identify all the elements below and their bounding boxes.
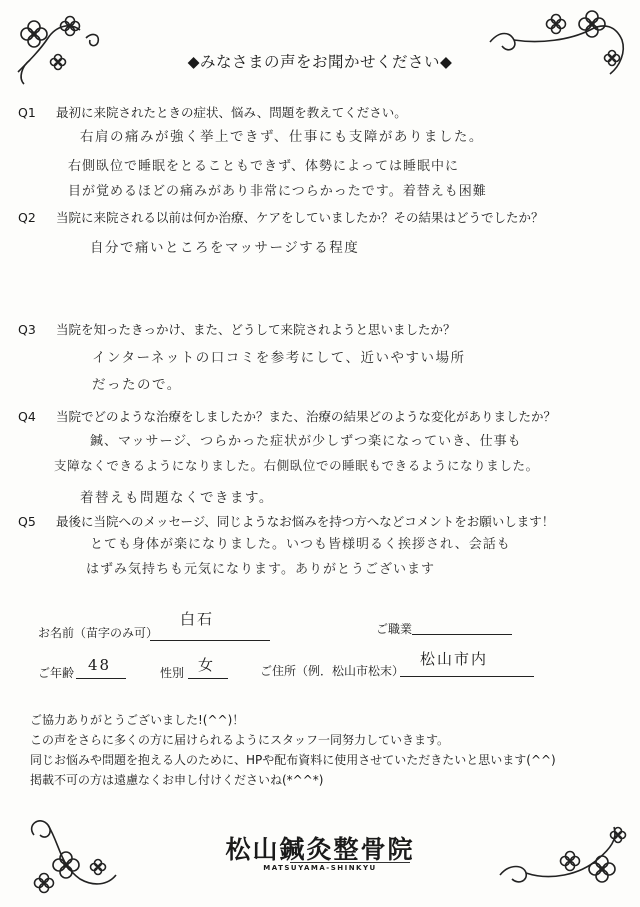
- answer-q1-line-1: 右肩の痛みが強く挙上できず、仕事にも支障がありました。: [80, 129, 484, 145]
- answer-q4-line-3: 着替えも問題なくできます。: [80, 490, 274, 506]
- answer-q4-line-1: 鍼、マッサージ、つらかった症状が少しずつ楽になっていき、仕事も: [90, 434, 522, 449]
- answer-q5-line-1: とても身体が楽になりました。いつも皆様明るく挨拶され、会話も: [90, 537, 511, 552]
- question-q2: [18, 208, 544, 226]
- question-text: 最初に来院されたときの症状、悩み、問題を教えてください。: [56, 105, 407, 120]
- answer-q3-line-1: インターネットの口コミを参考にして、近いやすい場所: [92, 350, 466, 366]
- page-title: ◆みなさまの声をお聞かせください◆: [187, 53, 453, 71]
- age-value: 48: [88, 656, 112, 674]
- name-value: 白石: [180, 610, 215, 628]
- closing-line-4: 掲載不可の方は遠慮なくお申し付けくださいね(*^^*): [30, 773, 324, 787]
- logo-divider: [290, 862, 410, 863]
- age-label: ご年齢: [38, 666, 75, 680]
- answer-q1-line-3: 目が覚めるほどの痛みがあり非常につらかったです。着替えも困難: [68, 184, 487, 199]
- question-number: Q2: [18, 210, 36, 225]
- flower-ornament-top-right-icon: [480, 0, 640, 90]
- closing-line-1: ご協力ありがとうございました!(^^)！: [30, 713, 245, 727]
- question-text: 最後に当院へのメッセージ、同じようなお悩みを持つ方へなどコメントをお願いします！: [56, 514, 555, 529]
- answer-q4-line-2: 支障なくできるようになりました。右側臥位での睡眠もできるようになりました。: [54, 458, 539, 473]
- question-number: Q3: [18, 322, 36, 337]
- question-text: 当院でどのような治療をしましたか？また、治療の結果どのような変化がありましたか？: [56, 409, 557, 424]
- answer-q1-line-2: 右側臥位で睡眠をとることもできず、体勢によっては睡眠中に: [68, 159, 459, 174]
- question-number: Q4: [18, 409, 36, 424]
- question-q5: [18, 512, 554, 530]
- flower-ornament-top-left-icon: [0, 0, 140, 90]
- question-number: Q1: [18, 105, 36, 120]
- gender-value: 女: [198, 656, 216, 674]
- address-label: ご住所（例．松山市松末）: [260, 664, 405, 678]
- answer-q3-line-2: だったので。: [92, 377, 182, 393]
- occupation-label: ご職業: [376, 622, 413, 636]
- clinic-logo-name: 松山鍼灸整骨院: [225, 835, 415, 864]
- question-q3: [18, 320, 456, 338]
- answer-q5-line-2: はずみ気持ちも元気になります。ありがとうございます: [86, 562, 435, 577]
- clinic-logo-sub: MATSUYAMA-SHINKYU: [263, 864, 377, 872]
- question-q1: [18, 103, 407, 121]
- name-label: お名前（苗字のみ可）: [38, 626, 159, 640]
- question-number: Q5: [18, 514, 36, 529]
- gender-label: 性別: [160, 666, 185, 680]
- address-value: 松山市内: [420, 650, 489, 668]
- occupation-field[interactable]: [412, 614, 512, 635]
- question-q4: [18, 407, 556, 425]
- closing-line-3: 同じお悩みや問題を抱える人のために、HPや配布資料に使用させていただきたいと思います(^^): [30, 753, 556, 767]
- closing-line-2: この声をさらに多くの方に届けられるようにスタッフ一同努力していきます。: [30, 733, 450, 747]
- question-text: 当院を知ったきっかけ、また、どうして来院されようと思いましたか？: [56, 322, 456, 337]
- answer-q2-line-1: 自分で痛いところをマッサージする程度: [90, 240, 360, 256]
- question-text: 当院に来院される以前は何か治療、ケアをしていましたか？その結果はどうでしたか？: [56, 210, 544, 225]
